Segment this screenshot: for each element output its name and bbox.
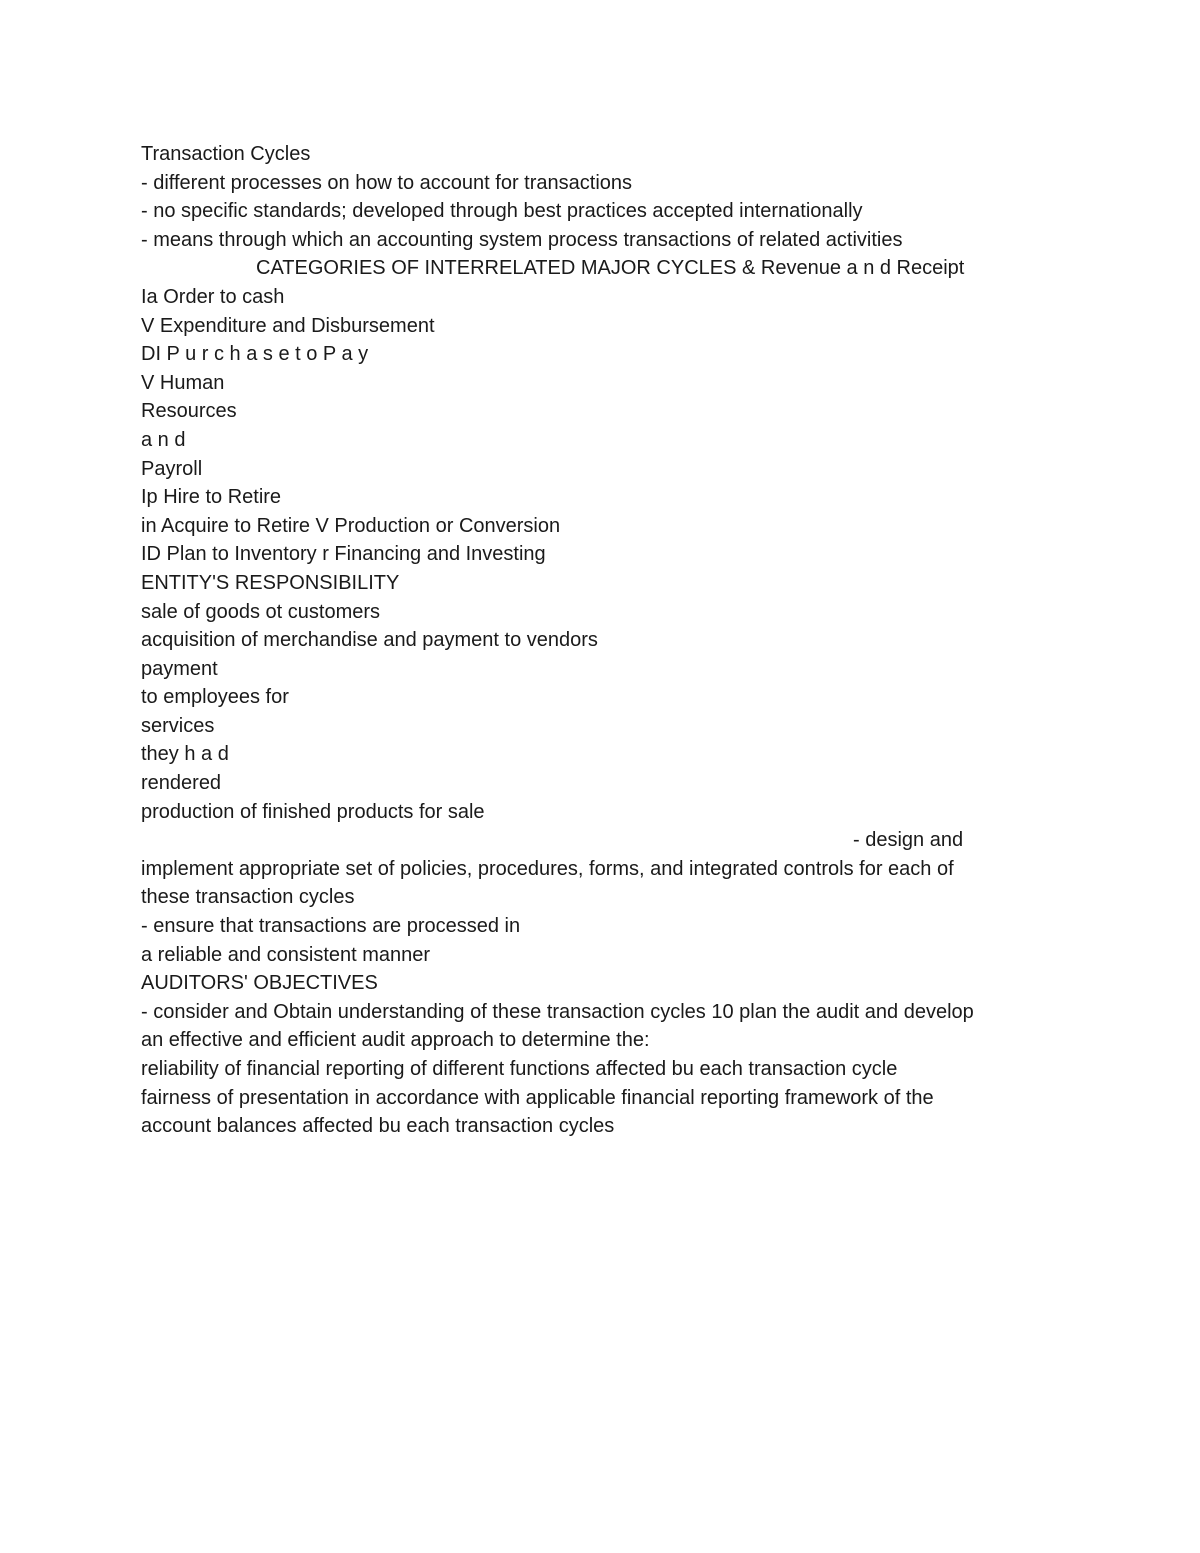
text-line: - ensure that transactions are processed in	[141, 915, 521, 938]
text-line: reliability of financial reporting of different functions affected bu each transaction cycle	[141, 1058, 898, 1080]
text-line: in Acquire to Retire V Production or Conversion	[141, 514, 561, 537]
text-line: an effective and efficient audit approach to determine the:	[141, 1029, 650, 1052]
text-line: - no specific standards; developed through best practices accepted internationally	[141, 200, 863, 223]
text-line: V Human	[141, 371, 225, 394]
section-heading-auditors-objectives: AUDITORS' OBJECTIVES	[141, 972, 378, 995]
text-line: - different processes on how to account for transactions	[141, 171, 633, 194]
document-body	[141, 140, 1061, 1141]
text-line: services	[141, 714, 215, 737]
text-line: Ip Hire to Retire	[141, 486, 282, 509]
section-heading-categories: CATEGORIES OF INTERRELATED MAJOR CYCLES & Revenue a n d Receipt	[256, 257, 965, 280]
document-title: Transaction Cycles	[141, 143, 311, 165]
text-line: implement appropriate set of policies, procedures, forms, and integrated controls for each of	[141, 857, 954, 880]
text-line: rendered	[141, 772, 222, 795]
text-line: these transaction cycles	[141, 886, 355, 909]
text-line: production of finished products for sale	[141, 800, 485, 823]
text-line: Resources	[141, 400, 237, 423]
text-line: ID Plan to Inventory r Financing and Investing	[141, 543, 546, 566]
text-line: sale of goods ot customers	[141, 600, 381, 623]
text-line: V Expenditure and Disbursement	[141, 314, 435, 337]
text-line: account balances affected bu each transaction cycles	[141, 1115, 615, 1138]
text-line: they h a d	[141, 743, 229, 766]
text-line: payment	[141, 657, 218, 680]
text-line: - consider and Obtain understanding of these transaction cycles 10 plan the audit and develop	[141, 1000, 974, 1023]
section-heading-entity-responsibility: ENTITY'S RESPONSIBILITY	[141, 571, 400, 594]
text-line: Payroll	[141, 457, 203, 480]
text-line: fairness of presentation in accordance with applicable financial reporting framework of the	[141, 1086, 934, 1109]
text-line: - design and	[853, 829, 964, 852]
text-line: to employees for	[141, 686, 289, 709]
text-line: DI P u r c h a s e t o P a y	[141, 343, 369, 366]
text-line: a n d	[141, 428, 186, 451]
text-line: - means through which an accounting system process transactions of related activities	[141, 228, 903, 251]
text-line: acquisition of merchandise and payment to vendors	[141, 629, 598, 652]
text-line: a reliable and consistent manner	[141, 943, 431, 966]
text-line: Ia Order to cash	[141, 285, 285, 308]
